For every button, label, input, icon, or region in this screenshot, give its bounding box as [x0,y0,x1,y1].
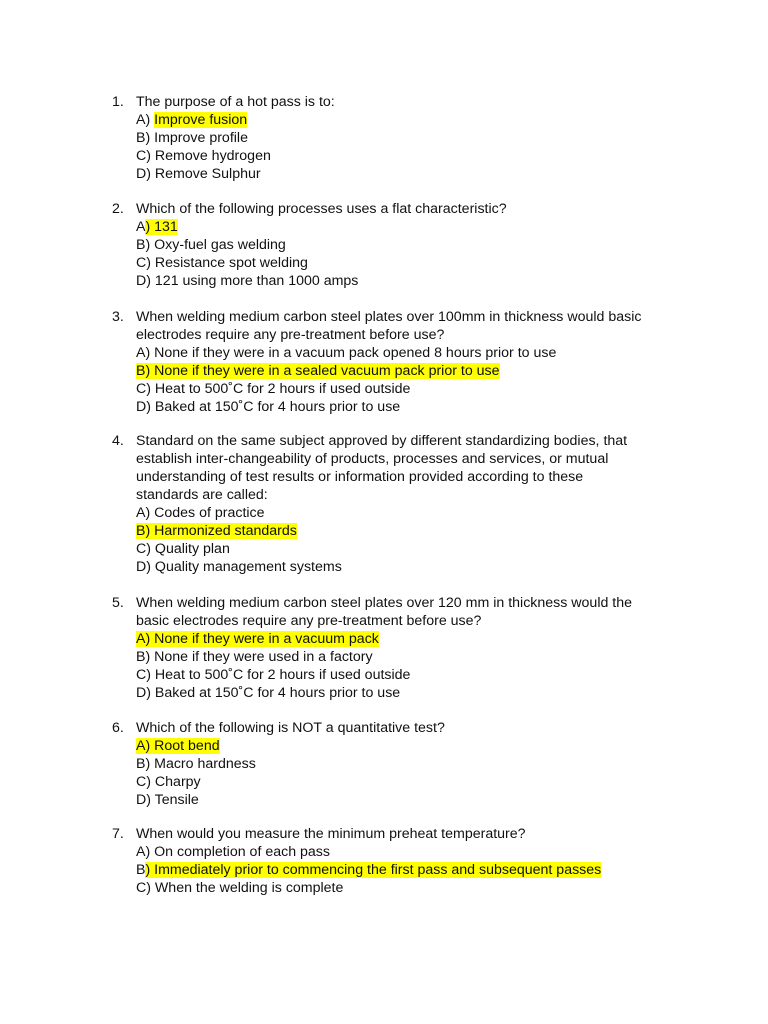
question-text-line: basic electrodes require any pre-treatment before use? [136,613,482,629]
answer-option [136,236,692,254]
option-text: C) Resistance spot welding [136,255,308,271]
answer-option [136,165,692,183]
option-text: B) Improve profile [136,130,248,146]
question-number: 5. [112,595,124,611]
answer-option [136,737,692,755]
option-text: C) Charpy [136,774,201,790]
highlighted-answer: A) None if they were in a vacuum pack [136,631,379,647]
question-number: 3. [112,309,124,325]
question-text-line: When welding medium carbon steel plates over 100mm in thickness would basic [136,309,642,325]
highlighted-answer: Improve fusion [154,112,248,128]
question-body [136,93,692,183]
option-text: D) Tensile [136,792,199,808]
question-text-line: electrodes require any pre-treatment before use? [136,327,445,343]
option-text: A) Codes of practice [136,505,265,521]
answer-option [136,861,692,879]
answer-option [136,630,692,648]
question-text-line: When welding medium carbon steel plates over 120 mm in thickness would the [136,595,633,611]
question-number: 1. [112,94,124,110]
question-body [136,432,692,576]
highlighted-answer: ) 131 [145,219,178,235]
question-body [136,308,692,416]
option-text: A) On completion of each pass [136,844,330,860]
question-text-line: The purpose of a hot pass is to: [136,94,335,110]
answer-option [136,666,692,684]
option-text: A) [136,112,155,128]
option-text: B) Macro hardness [136,756,256,772]
answer-option [136,684,692,702]
option-text: C) When the welding is complete [136,880,344,896]
answer-option [136,362,692,380]
question-body [136,825,692,897]
answer-option [136,755,692,773]
question-6 [112,719,692,809]
answer-option [136,111,692,129]
answer-option [136,879,692,897]
answer-option [136,398,692,416]
answer-option [136,791,692,809]
question-text-line: Which of the following is NOT a quantitative test? [136,720,445,736]
answer-option [136,272,692,290]
option-text: D) Baked at 150˚C for 4 hours prior to use [136,685,401,701]
question-7 [112,825,692,897]
option-text: C) Remove hydrogen [136,148,271,164]
question-text-line: Which of the following processes uses a flat characteristic? [136,201,507,217]
option-text: D) Quality management systems [136,559,342,575]
question-4 [112,432,692,576]
question-3 [112,308,692,416]
option-text: B) None if they were used in a factory [136,649,373,665]
option-text: D) Baked at 150˚C for 4 hours prior to use [136,399,401,415]
option-text: B [136,862,146,878]
answer-option [136,380,692,398]
question-5 [112,594,692,702]
highlighted-answer: A) Root bend [136,738,220,754]
question-text-line: establish inter-changeability of products, processes and services, or mutual [136,451,609,467]
option-text: D) 121 using more than 1000 amps [136,273,359,289]
answer-option [136,504,692,522]
question-2 [112,200,692,290]
option-text: C) Quality plan [136,541,230,557]
answer-option [136,648,692,666]
option-text: D) Remove Sulphur [136,166,261,182]
highlighted-answer: B) Harmonized standards [136,523,297,539]
question-text-line: understanding of test results or information provided according to these [136,469,584,485]
option-text: A [136,219,146,235]
answer-option [136,522,692,540]
answer-option [136,254,692,272]
question-number: 4. [112,433,124,449]
answer-option [136,147,692,165]
question-text-line: Standard on the same subject approved by different standardizing bodies, that [136,433,628,449]
question-text-line: standards are called: [136,487,268,503]
question-body [136,200,692,290]
question-number: 7. [112,826,124,842]
highlighted-answer: ) Immediately prior to commencing the first pass and subsequent passes [145,862,602,878]
question-body [136,594,692,702]
answer-option [136,558,692,576]
question-number: 6. [112,720,124,736]
highlighted-answer: B) None if they were in a sealed vacuum pack prior to use [136,363,500,379]
question-text-line: When would you measure the minimum preheat temperature? [136,826,526,842]
option-text: C) Heat to 500˚C for 2 hours if used outside [136,381,411,397]
answer-option [136,344,692,362]
answer-option [136,773,692,791]
answer-option [136,129,692,147]
answer-option [136,843,692,861]
question-1 [112,93,692,183]
question-number: 2. [112,201,124,217]
answer-option [136,540,692,558]
option-text: B) Oxy-fuel gas welding [136,237,286,253]
option-text: A) None if they were in a vacuum pack opened 8 hours prior to use [136,345,557,361]
question-body [136,719,692,809]
option-text: C) Heat to 500˚C for 2 hours if used outside [136,667,411,683]
answer-option [136,218,692,236]
